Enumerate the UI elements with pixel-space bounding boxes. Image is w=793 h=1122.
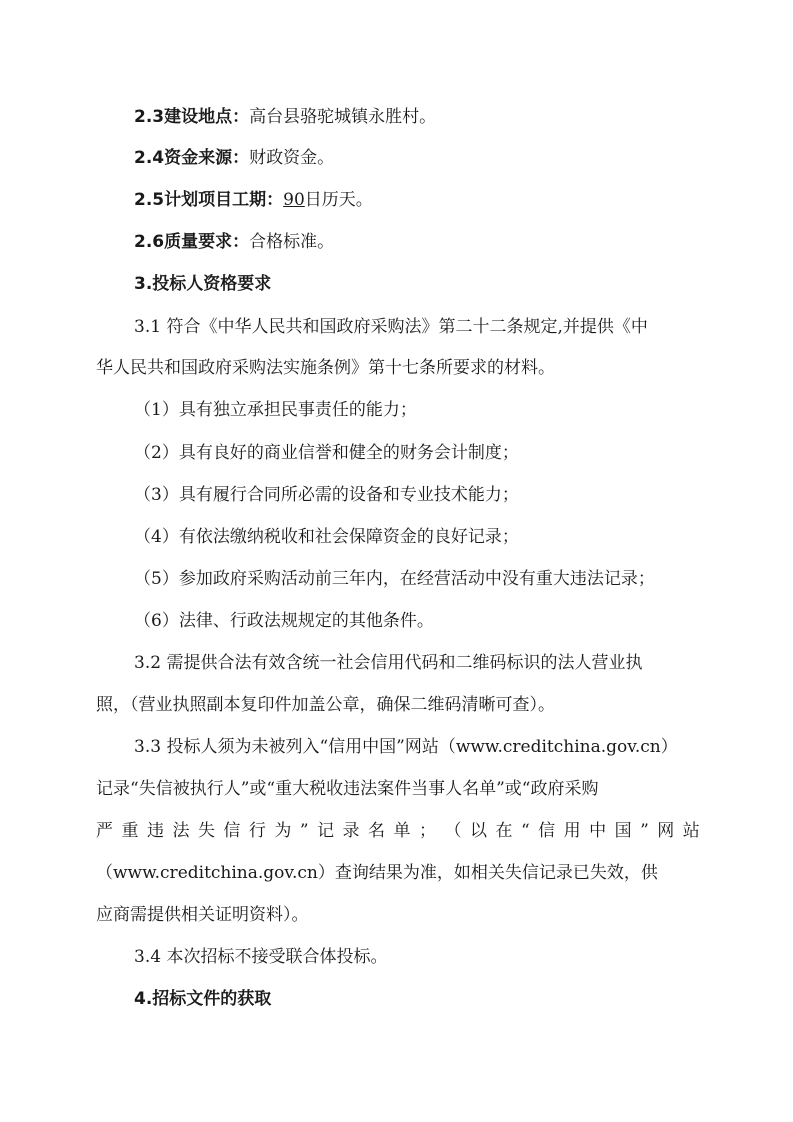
char: “ bbox=[520, 821, 530, 841]
para-3-1-line-2: 华人民共和国政府采购法实施条例》第十七条所要求的材料。 bbox=[96, 358, 555, 378]
char: 中 bbox=[589, 821, 607, 841]
char: 录 bbox=[342, 821, 360, 841]
para-3-2-line-1: 3.2 需提供合法有效含统一社会信用代码和二维码标识的法人营业执 bbox=[134, 653, 643, 673]
section-2-5 bbox=[0, 189, 793, 211]
section-value: 高台县骆驼城镇永胜村。 bbox=[249, 107, 437, 127]
section-2-3 bbox=[0, 106, 793, 128]
section-2-4 bbox=[0, 147, 793, 169]
list-item: （1）具有独立承担民事责任的能力； bbox=[134, 400, 417, 420]
heading-document-acquisition: 4.招标文件的获取 bbox=[134, 989, 272, 1009]
para-3-3-line-2: 记录“失信被执行人”或“重大税收违法案件当事人名单”或“政府采购 bbox=[96, 779, 599, 799]
section-number: 2.6 bbox=[134, 232, 165, 252]
para-3-3-line-4: （www.creditchina.gov.cn）查询结果为准，如相关失信记录已失效，供 bbox=[96, 863, 658, 883]
section-value: 合格标准。 bbox=[249, 232, 335, 252]
list-item: （5）参加政府采购活动前三年内，在经营活动中没有重大违法记录； bbox=[134, 569, 655, 589]
section-number: 2.5 bbox=[134, 190, 165, 210]
list-item: （3）具有履行合同所必需的设备和专业技术能力； bbox=[134, 485, 519, 505]
section-value: 财政资金。 bbox=[249, 148, 335, 168]
para-3-2-line-2: 照，（营业执照副本复印件加盖公章，确保二维码清晰可查）。 bbox=[96, 695, 555, 715]
char: 在 bbox=[495, 821, 513, 841]
char: 站 bbox=[682, 821, 700, 841]
char: 信 bbox=[223, 821, 241, 841]
para-3-1-line-1: 3.1 符合《中华人民共和国政府采购法》第二十二条规定,并提供《中 bbox=[134, 317, 648, 337]
section-label: 资金来源： bbox=[164, 148, 250, 168]
para-3-3-line-1: 3.3 投标人须为未被列入“信用中国”网站（www.creditchina.gov.cn） bbox=[134, 737, 678, 757]
char: ； bbox=[419, 821, 436, 841]
char: 失 bbox=[197, 821, 215, 841]
char: ” bbox=[640, 821, 649, 841]
char: 单 bbox=[393, 821, 411, 841]
para-3-3-line-5: 应商需提供相关证明资料）。 bbox=[96, 905, 309, 925]
section-label: 计划项目工期： bbox=[164, 190, 284, 210]
section-number: 2.3 bbox=[134, 107, 165, 127]
para-3-3-line-3 bbox=[0, 820, 700, 842]
char: 名 bbox=[368, 821, 386, 841]
char: （ bbox=[444, 821, 462, 841]
list-item: （4）有依法缴纳税收和社会保障资金的良好记录； bbox=[134, 527, 519, 547]
char: 国 bbox=[614, 821, 632, 841]
section-number: 2.4 bbox=[134, 148, 165, 168]
char: 违 bbox=[146, 821, 164, 841]
heading-bidder-qualifications: 3.投标人资格要求 bbox=[134, 274, 272, 294]
para-3-4: 3.4 本次招标不接受联合体投标。 bbox=[134, 947, 388, 967]
char: ” bbox=[299, 821, 309, 841]
char: 以 bbox=[469, 821, 487, 841]
section-label: 质量要求： bbox=[164, 232, 250, 252]
char: 严 bbox=[96, 821, 113, 841]
duration-suffix: 日历天。 bbox=[304, 190, 373, 210]
char: 重 bbox=[121, 821, 139, 841]
char: 用 bbox=[563, 821, 581, 841]
section-label: 建设地点： bbox=[164, 107, 250, 127]
char: 行 bbox=[248, 821, 266, 841]
list-item: （2）具有良好的商业信誉和健全的财务会计制度； bbox=[134, 443, 519, 463]
char: 信 bbox=[538, 821, 556, 841]
section-2-6 bbox=[0, 231, 793, 253]
char: 网 bbox=[657, 821, 675, 841]
char: 为 bbox=[274, 821, 292, 841]
duration-days: 90 bbox=[283, 190, 305, 210]
char: 法 bbox=[172, 821, 190, 841]
list-item: （6）法律、行政法规规定的其他条件。 bbox=[134, 611, 434, 631]
char: 记 bbox=[317, 821, 335, 841]
